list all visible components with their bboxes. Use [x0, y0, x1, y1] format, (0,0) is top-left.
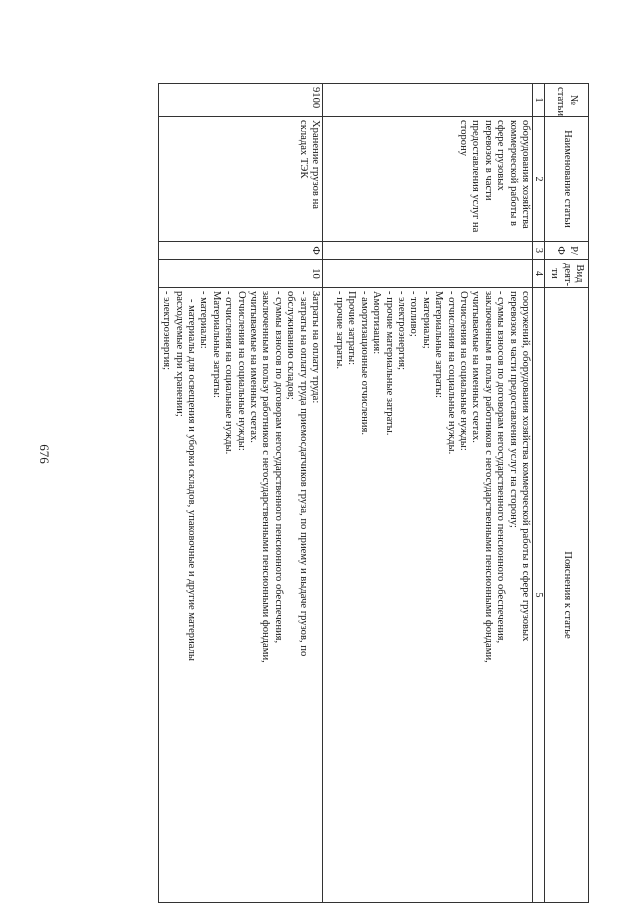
column-index: 3: [533, 242, 545, 260]
explanation-line: Отчисления на социальные нужды:: [235, 291, 247, 451]
explanation-line: Прочие затраты:: [346, 291, 358, 366]
explanation-line: - топливо;: [408, 291, 420, 337]
explanation-line: Материальные затраты:: [433, 291, 445, 398]
column-index: 1: [533, 84, 545, 117]
column-index: 5: [533, 288, 545, 903]
explanation-line: заключенным в пользу работников с негосударственными пенсионными фондами,: [260, 291, 272, 663]
explanation-line: - материалы;: [420, 291, 432, 349]
explanation-line: - материалы:: [198, 291, 210, 349]
explanation-line: - прочие затраты.: [333, 291, 345, 370]
explanation-line: - затраты на оплату труда приемосдатчиков груза, по приему и выдаче грузов, по: [297, 291, 309, 657]
explanation-line: Отчисления на социальные нужды:: [457, 291, 469, 451]
explanation-line: - отчисления на социальные нужды.: [223, 291, 235, 455]
page-number: 676: [37, 444, 52, 464]
explanation-line: - электроэнергия;: [395, 291, 407, 371]
item-number: [323, 84, 533, 117]
explanation-line: - отчисления на социальные нужды.: [445, 291, 457, 455]
item-name: оборудования хозяйства коммерческой работы в сфере грузовых перевозок в части предоставления услуг на сторону: [323, 117, 533, 242]
item-activity-kind: [323, 260, 533, 288]
explanation-line: Затраты на оплату труда:: [310, 291, 321, 404]
explanation-line: учитываемые на именных счетах.: [247, 291, 259, 443]
explanation-line: обслуживанию складов;: [285, 291, 297, 400]
header-activity-kind: Вид деят-ти: [545, 260, 589, 288]
cost-items-table: [158, 83, 589, 903]
column-index: 4: [533, 260, 545, 288]
header-rf: Р/Ф: [545, 242, 589, 260]
explanation-line: перевозок в части предоставления услуг на сторону;: [507, 291, 519, 528]
explanation-line: - электроэнергия;: [161, 291, 173, 371]
explanation-line: Амортизация:: [371, 291, 383, 355]
table-row: [158, 84, 322, 903]
header-explanation: Пояснения к статье: [545, 288, 589, 903]
explanation-line: расходуемые при хранении;: [173, 291, 185, 417]
explanation-line: сооружений, оборудования хозяйства коммерческой работы в сфере грузовых: [520, 291, 531, 642]
item-rf: Ф: [158, 242, 322, 260]
explanation-line: - амортизационные отчисления.: [358, 291, 370, 435]
explanation-line: учитываемые на именных счетах.: [470, 291, 482, 443]
explanation-line: - суммы взносов по договорам негосударственного пенсионного обеспечения,: [272, 291, 284, 644]
item-number: 9100: [158, 84, 322, 117]
table-row: [323, 84, 533, 903]
column-index: 2: [533, 117, 545, 242]
item-name: Хранение грузов на складах ТЭК: [158, 117, 322, 242]
item-rf: [323, 242, 533, 260]
explanation-line: Материальные затраты:: [210, 291, 222, 398]
header-item-number: № статьи: [545, 84, 589, 117]
explanation-line: - материалы для освещения и уборки складов, упаковочные и другие материалы: [185, 291, 197, 661]
rotated-table-block: [109, 83, 589, 903]
item-explanation: [158, 288, 322, 903]
column-index-row: [533, 84, 545, 903]
explanation-line: - суммы взносов по договорам негосударственного пенсионного обеспечения,: [495, 291, 507, 644]
header-item-name: Наименование статьи: [545, 117, 589, 242]
item-activity-kind: 10: [158, 260, 322, 288]
explanation-line: заключенным в пользу работников с негосударственными пенсионными фондами,: [482, 291, 494, 663]
explanation-line: - прочие материальные затраты.: [383, 291, 395, 436]
item-explanation: [323, 288, 533, 903]
